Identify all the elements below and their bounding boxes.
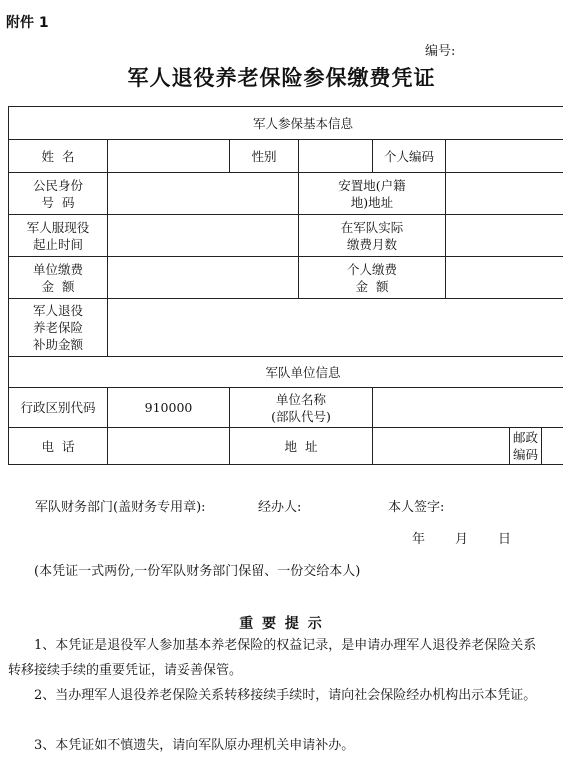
service-period-field[interactable]: [108, 215, 299, 257]
address-field[interactable]: [373, 428, 510, 465]
name-field[interactable]: [108, 140, 230, 173]
document-title: 军人退役养老保险参保缴费凭证: [127, 65, 436, 90]
phone-field[interactable]: [108, 428, 230, 465]
region-code-value: 910000: [108, 388, 230, 428]
tip-paragraph-3: 3、本凭证如不慎遗失，请向军队原办理机关申请补办。: [34, 738, 355, 753]
payment-months-field[interactable]: [446, 215, 563, 257]
personal-payment-field[interactable]: [446, 257, 563, 299]
postcode-field[interactable]: [542, 428, 563, 465]
section-header-basic-info: 军人参保基本信息: [9, 107, 563, 140]
subsidy-amount-field[interactable]: [108, 299, 563, 357]
section-header-unit-info: 军队单位信息: [9, 357, 563, 388]
citizen-id-label: 公民身份 号 码: [9, 173, 108, 215]
name-label: 姓 名: [9, 140, 108, 173]
citizen-id-field[interactable]: [108, 173, 299, 215]
date-month-label: 月: [455, 532, 469, 547]
subsidy-amount-label: 军人退役 养老保险 补助金额: [9, 299, 108, 357]
unit-payment-field[interactable]: [108, 257, 299, 299]
personal-payment-label: 个人缴费 金 额: [299, 257, 446, 299]
phone-label: 电 话: [9, 428, 108, 465]
tip-paragraph-2: 2、当办理军人退役养老保险关系转移接续手续时，请向社会保险经办机构出示本凭证。: [34, 688, 537, 703]
unit-payment-label: 单位缴费 金 额: [9, 257, 108, 299]
service-period-label: 军人服现役 起止时间: [9, 215, 108, 257]
self-signature-label: 本人签字:: [388, 500, 445, 515]
finance-dept-stamp-label: 军队财务部门(盖财务专用章):: [35, 500, 206, 515]
date-day-label: 日: [498, 532, 512, 547]
resettle-address-label: 安置地(户籍 地)地址: [299, 173, 446, 215]
resettle-address-field[interactable]: [446, 173, 563, 215]
personal-id-field[interactable]: [446, 140, 563, 173]
postcode-label: 邮政 编码: [510, 428, 542, 465]
address-label: 地 址: [230, 428, 373, 465]
handler-label: 经办人:: [258, 500, 302, 515]
gender-label: 性别: [230, 140, 299, 173]
personal-id-label: 个人编码: [373, 140, 446, 173]
copies-note: (本凭证一式两份,一份军队财务部门保留、一份交给本人): [34, 564, 361, 579]
payment-months-label: 在军队实际 缴费月数: [299, 215, 446, 257]
serial-number-label: 编号:: [425, 44, 456, 59]
unit-name-label: 单位名称 (部队代号): [230, 388, 373, 428]
attachment-label: 附件 1: [6, 15, 49, 31]
important-notice-heading: 重 要 提 示: [239, 616, 324, 632]
gender-field[interactable]: [299, 140, 373, 173]
unit-name-field[interactable]: [373, 388, 563, 428]
date-year-label: 年: [412, 532, 426, 547]
tip-paragraph-1: 1、本凭证是退役军人参加基本养老保险的权益记录，是申请办理军人退役养老保险关系转移接续手续的重要凭证，请妥善保管。: [8, 638, 537, 678]
certificate-form-table: [8, 106, 563, 465]
region-code-label: 行政区别代码: [9, 388, 108, 428]
